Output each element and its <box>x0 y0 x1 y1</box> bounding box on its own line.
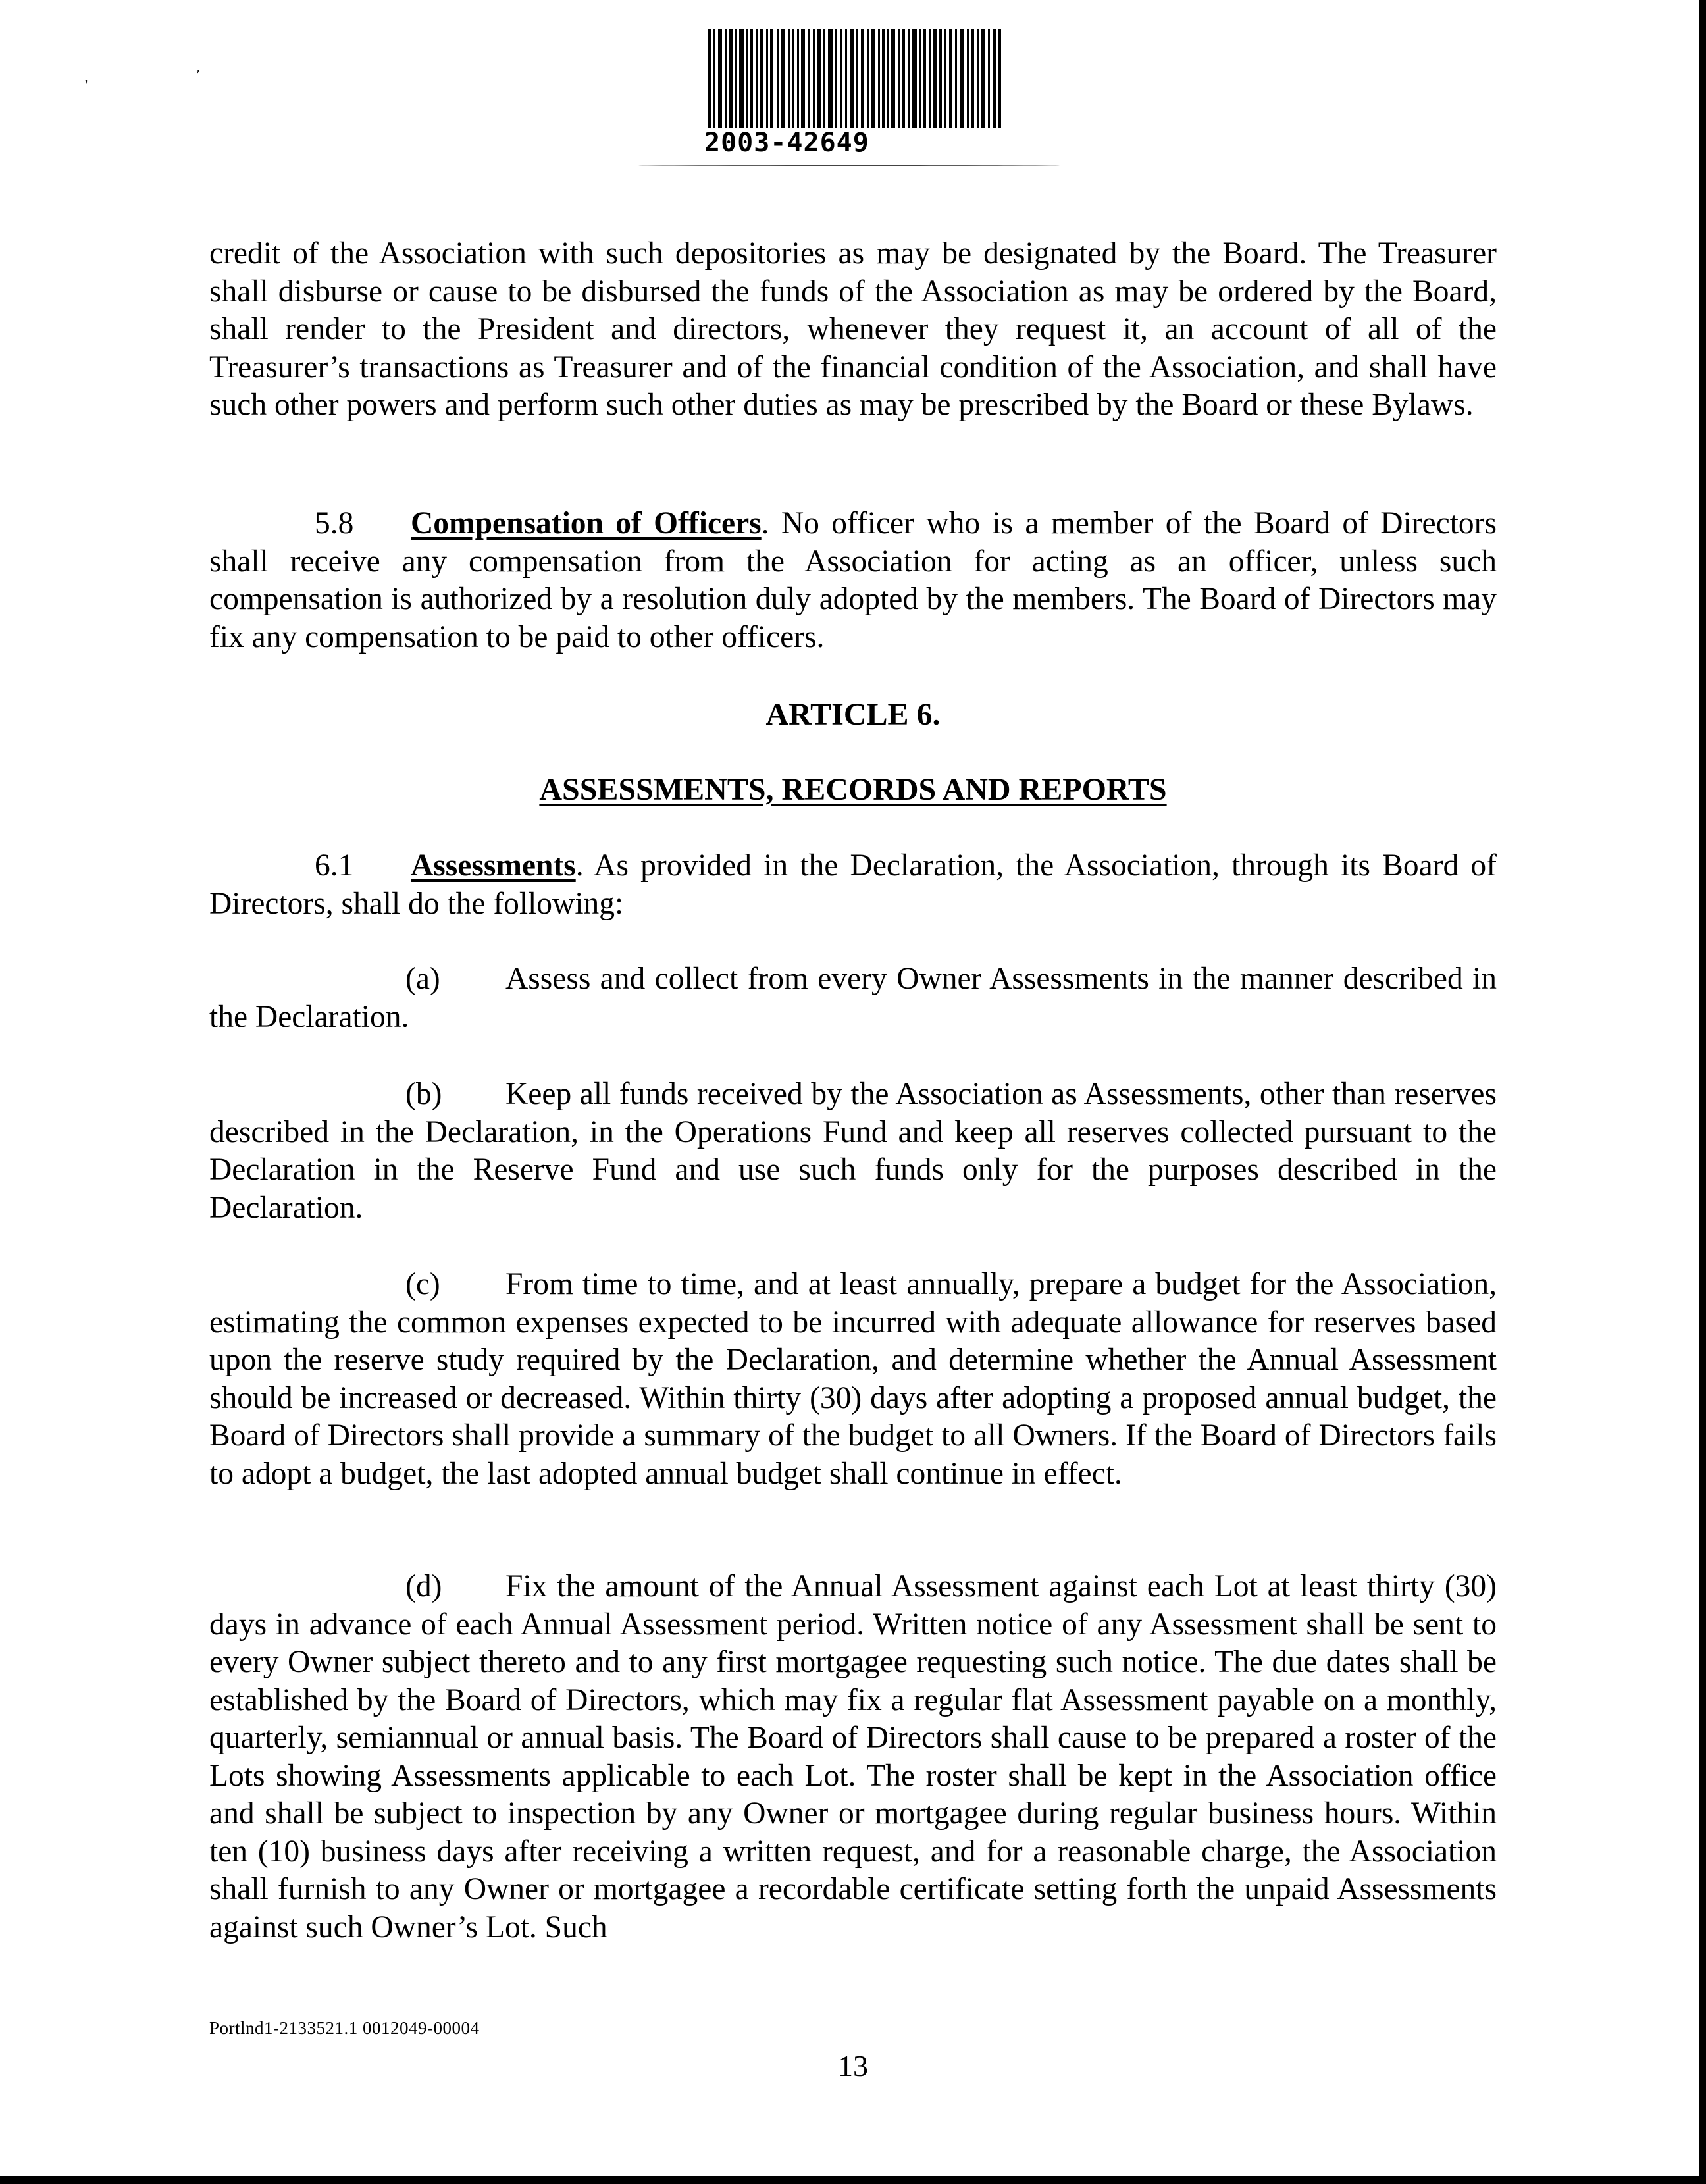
scan-mark: ’ <box>196 68 200 82</box>
list-item-b <box>209 1076 1497 1227</box>
article-heading: ARTICLE 6. <box>765 697 941 732</box>
barcode-number: 2003-42649 <box>704 128 869 158</box>
section-text: . No officer who is a member of the Board of Directors shall receive any compensation from the Association for acting as an officer, unless such compensation is authorized by a resolution duly adopted by the members. The Board of Directors may fix any compensation to be paid to other officers. <box>209 506 1497 654</box>
section-5-8 <box>209 505 1497 656</box>
article-title: ASSESSMENTS, RECORDS AND REPORTS <box>539 772 1167 807</box>
scan-mark: ’ <box>82 77 93 95</box>
document-id-footer: Portlnd1-2133521.1 0012049-00004 <box>209 2018 480 2038</box>
item-letter: (d) <box>405 1569 442 1603</box>
paragraph-treasurer-continued: credit of the Association with such depositories as may be designated by the Board. The Treasurer shall disburse or cause to be disbursed the funds of the Association as may be ordered by the Board, shall render to the President and directors, whenever they request it, an account of all of the Treasurer’s transactions as Treasurer and of the financial condition of the Association, and shall have such other powers and perform such other duties as may be prescribed by the Board or these Bylaws. <box>209 236 1497 422</box>
item-text: From time to time, and at least annually, prepare a budget for the Association, estimating the common expenses expected to be incurred with adequate allowance for reserves based upon the reserve study required by the Declaration, and determine whether the Annual Assessment should be increased or decreased. Within thirty (30) days after adopting a proposed annual budget, the Board of Directors shall provide a summary of the budget to all Owners. If the Board of Directors fails to adopt a budget, the last adopted annual budget shall continue in effect. <box>209 1267 1497 1491</box>
item-text: Assess and collect from every Owner Assessments in the manner described in the Declaration. <box>209 962 1497 1034</box>
item-letter: (b) <box>405 1077 442 1111</box>
page-edge-right <box>1699 0 1706 2184</box>
item-letter: (c) <box>405 1267 440 1301</box>
item-text: Keep all funds received by the Association as Assessments, other than reserves described in the Declaration, in the Operations Fund and keep all reserves collected pursuant to the Declaration in the Reserve Fund and use such funds only for the purposes described in the Declaration. <box>209 1077 1497 1225</box>
section-6-1 <box>209 847 1497 923</box>
list-item-d <box>209 1568 1497 1946</box>
section-title: Compensation of Officers <box>411 506 762 540</box>
barcode-image <box>704 29 1007 128</box>
item-letter: (a) <box>405 962 440 996</box>
section-title: Assessments <box>411 848 576 883</box>
document-barcode <box>704 29 1007 180</box>
section-number: 5.8 <box>315 506 354 540</box>
item-text: Fix the amount of the Annual Assessment against each Lot at least thirty (30) days in advance of each Annual Assessment period. Written notice of any Assessment shall be sent to every Owner subject thereto and to any first mortgagee requesting such notice. The due dates shall be established by the Board of Directors, which may fix a regular flat Assessment payable on a monthly, quarterly, semiannual or annual basis. The Board of Directors shall cause to be prepared a roster of the Lots showing Assessments applicable to each Lot. The roster shall be kept in the Association office and shall be subject to inspection by any Owner or mortgagee during regular business hours. Within ten (10) business days after receiving a written request, and for a reasonable charge, the Association shall furnish to any Owner or mortgagee a recordable certificate setting forth the unpaid Assessments against such Owner’s Lot. Such <box>209 1569 1497 1944</box>
page-number: 13 <box>838 2049 868 2083</box>
barcode-underline <box>638 165 1060 166</box>
section-number: 6.1 <box>315 848 354 883</box>
list-item-a <box>209 960 1497 1036</box>
section-text: . As provided in the Declaration, the Association, through its Board of Directors, shall do the following: <box>209 848 1497 921</box>
page-edge-bottom <box>0 2176 1706 2184</box>
list-item-c <box>209 1266 1497 1493</box>
